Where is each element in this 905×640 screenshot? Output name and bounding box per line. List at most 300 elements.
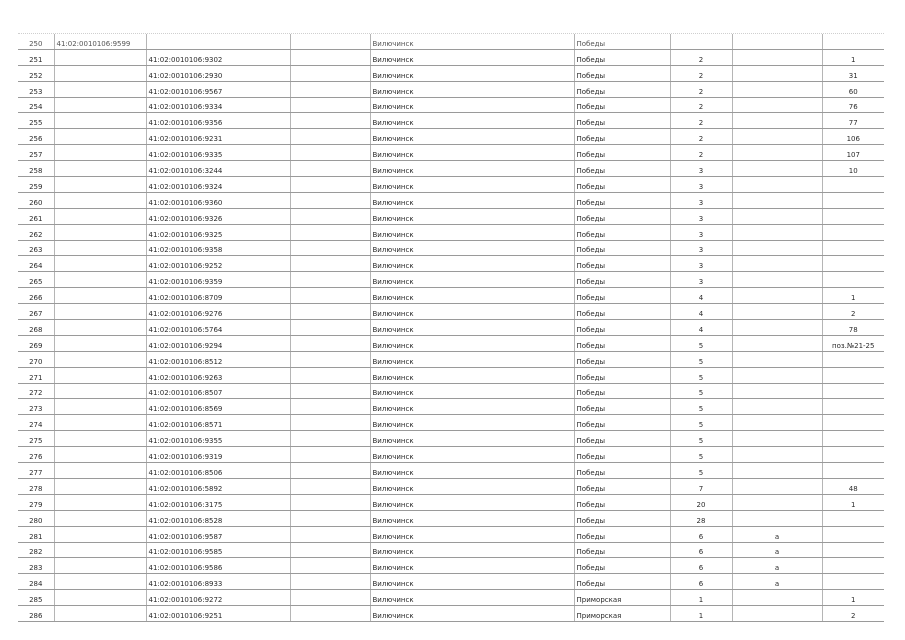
blank-cell (496, 320, 574, 336)
blank-cell (290, 383, 370, 399)
cadastral-number-primary (54, 161, 146, 177)
cadastral-number: 41:02:0010106:3175 (146, 494, 290, 510)
cadastral-number: 41:02:0010106:8933 (146, 574, 290, 590)
street-cell: Победы (574, 447, 670, 463)
blank-cell (290, 272, 370, 288)
house-letter-cell (732, 129, 822, 145)
blank-cell (290, 335, 370, 351)
registry-rows (18, 34, 884, 621)
house-number-cell: 5 (670, 447, 732, 463)
cadastral-number-primary (54, 558, 146, 574)
apartment-cell (822, 399, 884, 415)
cadastral-number-primary (54, 81, 146, 97)
table-row (18, 288, 884, 304)
house-letter-cell (732, 590, 822, 606)
cadastral-number-primary (54, 320, 146, 336)
cadastral-number: 41:02:0010106:5892 (146, 478, 290, 494)
house-letter-cell (732, 415, 822, 431)
house-letter-cell (732, 145, 822, 161)
cadastral-number: 41:02:0010106:9567 (146, 81, 290, 97)
city-cell: Вилючинск (370, 129, 496, 145)
blank-cell (290, 399, 370, 415)
city-cell: Вилючинск (370, 224, 496, 240)
house-number-cell: 3 (670, 177, 732, 193)
house-number-cell: 2 (670, 145, 732, 161)
house-number-cell: 4 (670, 288, 732, 304)
blank-cell (496, 335, 574, 351)
cadastral-number-primary (54, 367, 146, 383)
row-number: 280 (18, 510, 54, 526)
house-number-cell: 2 (670, 65, 732, 81)
cadastral-number: 41:02:0010106:9335 (146, 145, 290, 161)
blank-cell (290, 256, 370, 272)
apartment-cell: 1 (822, 494, 884, 510)
blank-cell (496, 447, 574, 463)
cadastral-number: 41:02:0010106:9587 (146, 526, 290, 542)
apartment-cell: 2 (822, 606, 884, 622)
blank-cell (496, 351, 574, 367)
apartment-cell (822, 510, 884, 526)
city-cell: Вилючинск (370, 320, 496, 336)
apartment-cell: 77 (822, 113, 884, 129)
table-row (18, 320, 884, 336)
apartment-cell (822, 34, 884, 49)
house-letter-cell (732, 65, 822, 81)
table-row (18, 399, 884, 415)
row-number: 251 (18, 49, 54, 65)
city-cell: Вилючинск (370, 49, 496, 65)
house-letter-cell (732, 304, 822, 320)
blank-cell (496, 240, 574, 256)
house-number-cell: 3 (670, 272, 732, 288)
table-row (18, 351, 884, 367)
street-cell: Победы (574, 113, 670, 129)
street-cell: Победы (574, 510, 670, 526)
street-cell: Приморская (574, 590, 670, 606)
blank-cell (290, 49, 370, 65)
cadastral-number (146, 34, 290, 49)
blank-cell (290, 463, 370, 479)
cadastral-number-primary (54, 224, 146, 240)
city-cell: Вилючинск (370, 161, 496, 177)
blank-cell (496, 606, 574, 622)
city-cell: Вилючинск (370, 574, 496, 590)
apartment-cell (822, 383, 884, 399)
row-number: 261 (18, 208, 54, 224)
cadastral-number: 41:02:0010106:3244 (146, 161, 290, 177)
apartment-cell: 78 (822, 320, 884, 336)
street-cell: Победы (574, 65, 670, 81)
table-row (18, 49, 884, 65)
city-cell: Вилючинск (370, 526, 496, 542)
table-row (18, 335, 884, 351)
row-number: 252 (18, 65, 54, 81)
blank-cell (496, 526, 574, 542)
cadastral-number-primary (54, 335, 146, 351)
street-cell: Победы (574, 81, 670, 97)
cadastral-number: 41:02:0010106:9319 (146, 447, 290, 463)
table-row (18, 208, 884, 224)
blank-cell (290, 367, 370, 383)
street-cell: Победы (574, 34, 670, 49)
cadastral-number-primary (54, 192, 146, 208)
house-letter-cell (732, 192, 822, 208)
city-cell: Вилючинск (370, 97, 496, 113)
cadastral-number-primary (54, 606, 146, 622)
house-letter-cell (732, 399, 822, 415)
blank-cell (496, 463, 574, 479)
apartment-cell: поз.№21-25 (822, 335, 884, 351)
street-cell: Победы (574, 288, 670, 304)
street-cell: Победы (574, 256, 670, 272)
street-cell: Победы (574, 224, 670, 240)
row-number: 272 (18, 383, 54, 399)
house-number-cell: 2 (670, 129, 732, 145)
house-number-cell: 6 (670, 542, 732, 558)
blank-cell (290, 177, 370, 193)
city-cell: Вилючинск (370, 192, 496, 208)
cadastral-number: 41:02:0010106:2930 (146, 65, 290, 81)
apartment-cell (822, 240, 884, 256)
row-number: 277 (18, 463, 54, 479)
cadastral-number: 41:02:0010106:9325 (146, 224, 290, 240)
blank-cell (496, 478, 574, 494)
house-letter-cell (732, 463, 822, 479)
apartment-cell (822, 272, 884, 288)
cadastral-number-primary (54, 288, 146, 304)
blank-cell (290, 192, 370, 208)
cadastral-number: 41:02:0010106:8512 (146, 351, 290, 367)
street-cell: Победы (574, 208, 670, 224)
apartment-cell (822, 177, 884, 193)
row-number: 275 (18, 431, 54, 447)
cadastral-number: 41:02:0010106:9359 (146, 272, 290, 288)
city-cell: Вилючинск (370, 335, 496, 351)
house-letter-cell (732, 272, 822, 288)
row-number: 262 (18, 224, 54, 240)
street-cell: Победы (574, 240, 670, 256)
cadastral-number-primary (54, 542, 146, 558)
street-cell: Победы (574, 351, 670, 367)
house-number-cell: 5 (670, 335, 732, 351)
row-number: 283 (18, 558, 54, 574)
blank-cell (496, 81, 574, 97)
house-number-cell: 5 (670, 463, 732, 479)
blank-cell (496, 129, 574, 145)
row-number: 267 (18, 304, 54, 320)
street-cell: Победы (574, 145, 670, 161)
city-cell: Вилючинск (370, 478, 496, 494)
house-number-cell: 3 (670, 192, 732, 208)
street-cell: Приморская (574, 606, 670, 622)
house-letter-cell (732, 447, 822, 463)
row-number: 274 (18, 415, 54, 431)
table-row (18, 34, 884, 49)
cadastral-number: 41:02:0010106:9334 (146, 97, 290, 113)
cadastral-number-primary (54, 97, 146, 113)
blank-cell (290, 34, 370, 49)
table-row (18, 113, 884, 129)
table-row (18, 177, 884, 193)
house-letter-cell (732, 431, 822, 447)
street-cell: Победы (574, 574, 670, 590)
cadastral-number-primary (54, 208, 146, 224)
cadastral-number-primary (54, 240, 146, 256)
row-number: 265 (18, 272, 54, 288)
blank-cell (496, 367, 574, 383)
apartment-cell (822, 415, 884, 431)
blank-cell (496, 97, 574, 113)
house-number-cell: 5 (670, 351, 732, 367)
cadastral-number: 41:02:0010106:9360 (146, 192, 290, 208)
table-row (18, 526, 884, 542)
cadastral-number: 41:02:0010106:9263 (146, 367, 290, 383)
house-number-cell: 7 (670, 478, 732, 494)
apartment-cell (822, 431, 884, 447)
city-cell: Вилючинск (370, 494, 496, 510)
table-row (18, 431, 884, 447)
apartment-cell: 106 (822, 129, 884, 145)
apartment-cell: 107 (822, 145, 884, 161)
cadastral-number: 41:02:0010106:8569 (146, 399, 290, 415)
house-number-cell: 6 (670, 526, 732, 542)
table-row (18, 97, 884, 113)
street-cell: Победы (574, 97, 670, 113)
cadastral-number-primary (54, 272, 146, 288)
city-cell: Вилючинск (370, 383, 496, 399)
blank-cell (290, 478, 370, 494)
table-row (18, 510, 884, 526)
blank-cell (496, 256, 574, 272)
table-row (18, 272, 884, 288)
house-number-cell: 3 (670, 256, 732, 272)
table-row (18, 558, 884, 574)
cadastral-number: 41:02:0010106:9586 (146, 558, 290, 574)
cadastral-number: 41:02:0010106:9231 (146, 129, 290, 145)
row-number: 273 (18, 399, 54, 415)
table-row (18, 224, 884, 240)
city-cell: Вилючинск (370, 367, 496, 383)
house-number-cell: 5 (670, 415, 732, 431)
street-cell: Победы (574, 192, 670, 208)
cadastral-number-primary (54, 447, 146, 463)
table-row (18, 145, 884, 161)
cadastral-number: 41:02:0010106:9272 (146, 590, 290, 606)
city-cell: Вилючинск (370, 65, 496, 81)
blank-cell (496, 574, 574, 590)
cadastral-number-primary (54, 113, 146, 129)
house-letter-cell (732, 34, 822, 49)
house-number-cell: 5 (670, 399, 732, 415)
cadastral-number: 41:02:0010106:9294 (146, 335, 290, 351)
table-row (18, 494, 884, 510)
table-row (18, 463, 884, 479)
city-cell: Вилючинск (370, 145, 496, 161)
apartment-cell: 1 (822, 49, 884, 65)
blank-cell (496, 224, 574, 240)
city-cell: Вилючинск (370, 606, 496, 622)
house-number-cell: 1 (670, 590, 732, 606)
table-row (18, 240, 884, 256)
blank-cell (496, 177, 574, 193)
blank-cell (290, 145, 370, 161)
street-cell: Победы (574, 526, 670, 542)
cadastral-number-primary (54, 351, 146, 367)
blank-cell (496, 145, 574, 161)
apartment-cell (822, 192, 884, 208)
city-cell: Вилючинск (370, 558, 496, 574)
cadastral-number-primary (54, 463, 146, 479)
house-letter-cell: а (732, 558, 822, 574)
row-number: 258 (18, 161, 54, 177)
table-row (18, 367, 884, 383)
blank-cell (496, 494, 574, 510)
cadastral-number: 41:02:0010106:9326 (146, 208, 290, 224)
table-row (18, 192, 884, 208)
blank-cell (496, 272, 574, 288)
row-number: 259 (18, 177, 54, 193)
cadastral-number-primary (54, 590, 146, 606)
house-letter-cell (732, 256, 822, 272)
house-letter-cell (732, 97, 822, 113)
cadastral-number-primary (54, 510, 146, 526)
house-letter-cell (732, 81, 822, 97)
street-cell: Победы (574, 558, 670, 574)
row-number: 285 (18, 590, 54, 606)
city-cell: Вилючинск (370, 177, 496, 193)
blank-cell (290, 542, 370, 558)
city-cell: Вилючинск (370, 399, 496, 415)
street-cell: Победы (574, 494, 670, 510)
house-number-cell: 6 (670, 558, 732, 574)
blank-cell (290, 240, 370, 256)
blank-cell (290, 129, 370, 145)
street-cell: Победы (574, 542, 670, 558)
row-number: 279 (18, 494, 54, 510)
blank-cell (496, 65, 574, 81)
table-row (18, 606, 884, 622)
row-number: 271 (18, 367, 54, 383)
blank-cell (496, 288, 574, 304)
blank-cell (496, 208, 574, 224)
table-row (18, 415, 884, 431)
street-cell: Победы (574, 415, 670, 431)
house-number-cell: 2 (670, 97, 732, 113)
table-row (18, 81, 884, 97)
row-number: 268 (18, 320, 54, 336)
row-number: 282 (18, 542, 54, 558)
street-cell: Победы (574, 177, 670, 193)
row-number: 253 (18, 81, 54, 97)
row-number: 260 (18, 192, 54, 208)
table-row (18, 478, 884, 494)
row-number: 255 (18, 113, 54, 129)
cadastral-number-primary (54, 49, 146, 65)
blank-cell (290, 415, 370, 431)
apartment-cell (822, 574, 884, 590)
street-cell: Победы (574, 272, 670, 288)
apartment-cell (822, 558, 884, 574)
cadastral-number-primary (54, 526, 146, 542)
house-number-cell: 5 (670, 431, 732, 447)
house-letter-cell (732, 494, 822, 510)
house-number-cell: 3 (670, 208, 732, 224)
row-number: 250 (18, 34, 54, 49)
row-number: 256 (18, 129, 54, 145)
cadastral-number-primary (54, 65, 146, 81)
street-cell: Победы (574, 320, 670, 336)
cadastral-number-primary: 41:02:0010106:9599 (54, 34, 146, 49)
cadastral-number-primary (54, 478, 146, 494)
apartment-cell (822, 447, 884, 463)
blank-cell (496, 510, 574, 526)
house-letter-cell: а (732, 526, 822, 542)
house-letter-cell (732, 383, 822, 399)
row-number: 266 (18, 288, 54, 304)
cadastral-number: 41:02:0010106:9358 (146, 240, 290, 256)
apartment-cell: 76 (822, 97, 884, 113)
row-number: 284 (18, 574, 54, 590)
city-cell: Вилючинск (370, 272, 496, 288)
house-letter-cell (732, 224, 822, 240)
blank-cell (290, 431, 370, 447)
city-cell: Вилючинск (370, 510, 496, 526)
blank-cell (290, 208, 370, 224)
street-cell: Победы (574, 304, 670, 320)
blank-cell (290, 558, 370, 574)
cadastral-number: 41:02:0010106:8709 (146, 288, 290, 304)
table-row (18, 65, 884, 81)
street-cell: Победы (574, 335, 670, 351)
house-number-cell: 2 (670, 113, 732, 129)
blank-cell (496, 399, 574, 415)
row-number: 286 (18, 606, 54, 622)
apartment-cell (822, 208, 884, 224)
street-cell: Победы (574, 463, 670, 479)
apartment-cell: 31 (822, 65, 884, 81)
house-letter-cell (732, 240, 822, 256)
city-cell: Вилючинск (370, 542, 496, 558)
table-row (18, 129, 884, 145)
house-number-cell: 3 (670, 240, 732, 256)
apartment-cell: 1 (822, 288, 884, 304)
street-cell: Победы (574, 367, 670, 383)
blank-cell (290, 351, 370, 367)
city-cell: Вилючинск (370, 447, 496, 463)
cadastral-number: 41:02:0010106:9585 (146, 542, 290, 558)
cadastral-number: 41:02:0010106:8507 (146, 383, 290, 399)
apartment-cell: 60 (822, 81, 884, 97)
city-cell: Вилючинск (370, 208, 496, 224)
blank-cell (290, 494, 370, 510)
cadastral-number-primary (54, 177, 146, 193)
row-number: 281 (18, 526, 54, 542)
blank-cell (496, 590, 574, 606)
row-number: 264 (18, 256, 54, 272)
blank-cell (496, 431, 574, 447)
cadastral-number: 41:02:0010106:9302 (146, 49, 290, 65)
cadastral-number: 41:02:0010106:9324 (146, 177, 290, 193)
blank-cell (290, 304, 370, 320)
city-cell: Вилючинск (370, 590, 496, 606)
cadastral-number-primary (54, 129, 146, 145)
cadastral-number: 41:02:0010106:9252 (146, 256, 290, 272)
table-row (18, 447, 884, 463)
house-number-cell: 20 (670, 494, 732, 510)
blank-cell (290, 526, 370, 542)
cadastral-number: 41:02:0010106:9251 (146, 606, 290, 622)
apartment-cell: 1 (822, 590, 884, 606)
